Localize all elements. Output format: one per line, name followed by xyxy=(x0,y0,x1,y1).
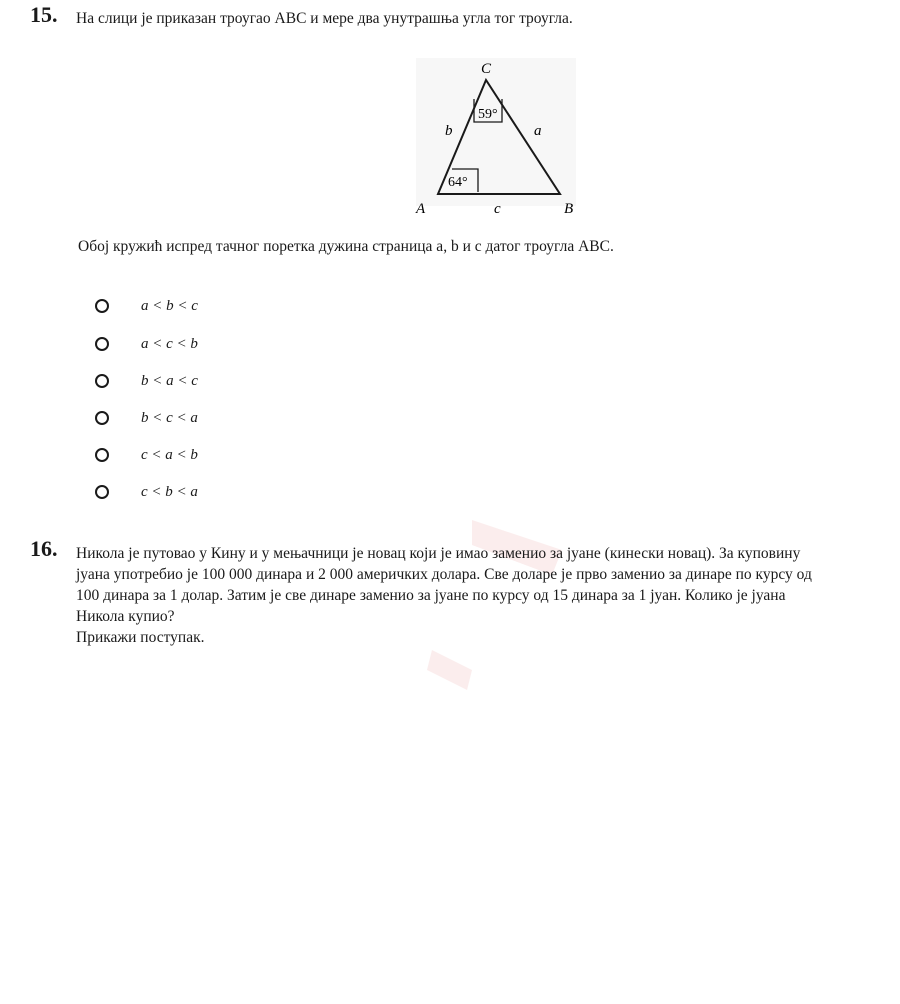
question-16-number: 16. xyxy=(30,536,58,561)
question-16-line: 100 динара за 1 долар. Затим је све динаре заменио за јуане по курсу од 15 динара за 1 јуан. Колико је јуана xyxy=(76,587,786,604)
option-2[interactable] xyxy=(95,333,198,355)
option-label: c < b < a xyxy=(141,483,198,500)
angle-c-label: 59° xyxy=(478,107,498,122)
vertex-a-label: A xyxy=(416,201,426,217)
radio-button[interactable] xyxy=(95,299,109,313)
option-5[interactable] xyxy=(95,444,198,466)
option-label: b < a < c xyxy=(141,372,198,389)
question-16-instruction: Прикажи поступак. xyxy=(76,629,205,646)
option-label: c < a < b xyxy=(141,446,198,463)
side-b-label: b xyxy=(445,123,453,139)
question-16-line: Никола је путовао у Кину и у мењачници је новац који је имао заменио за јуане (кинески новац). За куповину xyxy=(76,545,801,562)
option-6[interactable] xyxy=(95,481,198,503)
question-16-line: јуана употребио је 100 000 динара и 2 000 америчких долара. Све доларе је прво заменио за динаре по курсу од xyxy=(76,566,812,583)
question-15-prompt: На слици је приказан троугао ABC и мере два унутрашња угла тог троугла. xyxy=(76,10,573,27)
vertex-b-label: B xyxy=(564,201,574,217)
question-16-line: Никола купио? xyxy=(76,608,175,625)
option-label: a < b < c xyxy=(141,297,198,314)
triangle-figure xyxy=(408,58,588,228)
option-1[interactable] xyxy=(95,295,198,317)
question-16-text xyxy=(76,543,891,648)
vertex-c-label: C xyxy=(481,61,492,77)
radio-button[interactable] xyxy=(95,448,109,462)
option-label: a < c < b xyxy=(141,335,198,352)
angle-a-label: 64° xyxy=(448,175,468,190)
option-label: b < c < a xyxy=(141,409,198,426)
side-c-label: c xyxy=(494,201,501,217)
question-15-instruction: Обој кружић испред тачног поретка дужина страница a, b и c датог троугла ABC. xyxy=(78,238,614,255)
side-a-label: a xyxy=(534,123,542,139)
option-4[interactable] xyxy=(95,407,198,429)
figure-background xyxy=(416,58,576,206)
radio-button[interactable] xyxy=(95,337,109,351)
option-3[interactable] xyxy=(95,370,198,392)
radio-button[interactable] xyxy=(95,411,109,425)
radio-button[interactable] xyxy=(95,374,109,388)
radio-button[interactable] xyxy=(95,485,109,499)
question-15-number: 15. xyxy=(30,2,58,27)
